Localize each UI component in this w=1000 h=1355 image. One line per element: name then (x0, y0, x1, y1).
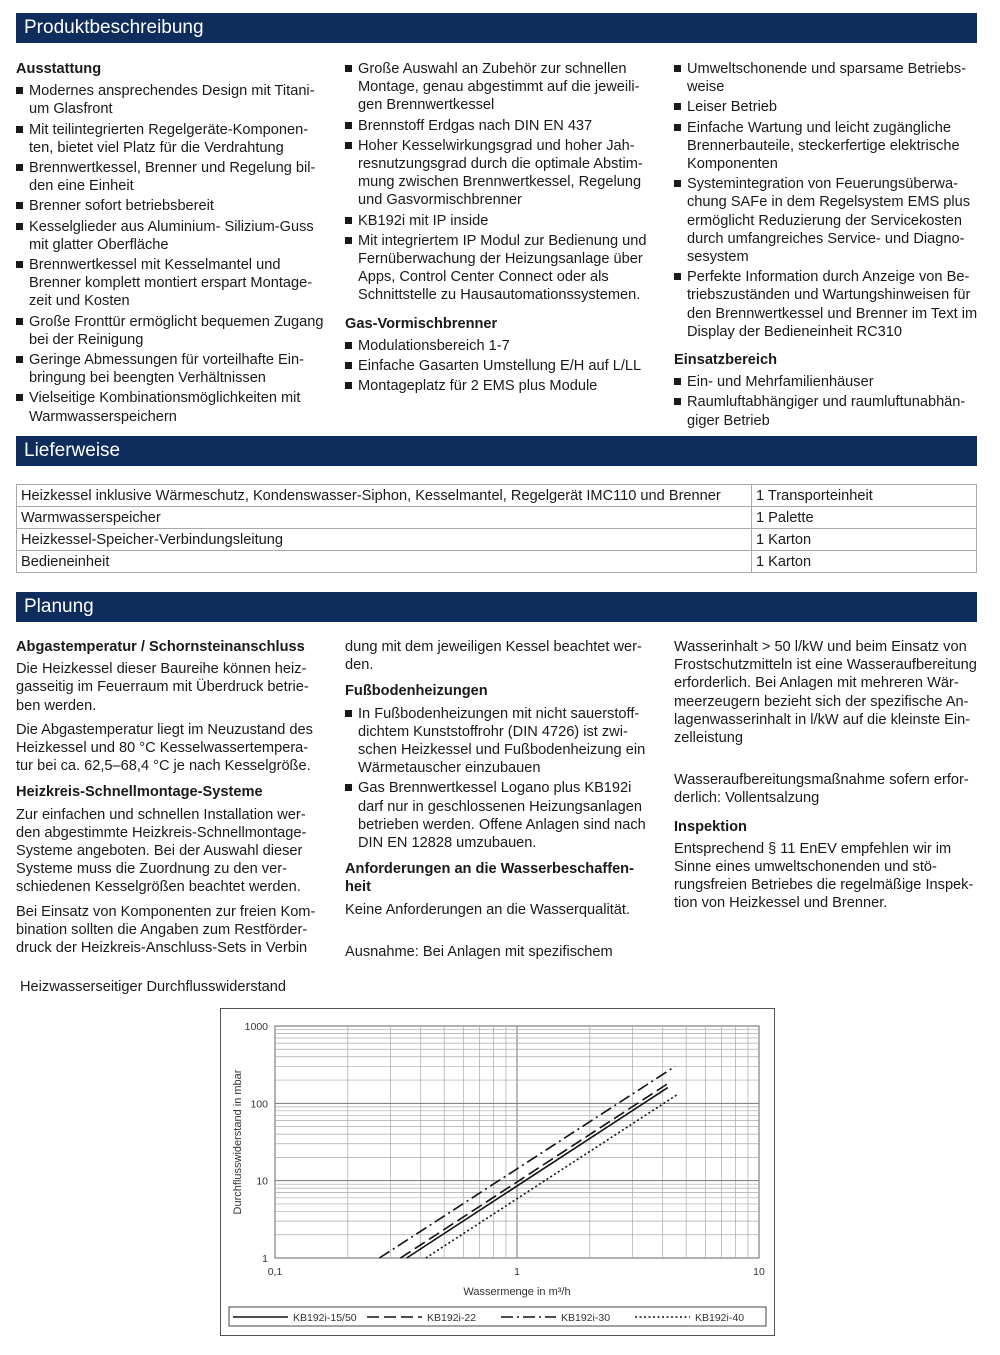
ausstattung-item: Große Auswahl an Zubehör zur schnellen Montage, genau abgestimmt auf die jeweiligen Brennwertkessel (345, 60, 653, 115)
y-tick-label: 1 (262, 1253, 268, 1265)
section-header-planung: Planung (16, 592, 977, 622)
ausstattung-column-2 (345, 60, 653, 403)
ausstattung-item: Hoher Kesselwirkungsgrad und hoher Jahresnutzungsgrad durch die optimale Abstimmung zwischen Brennwertkessel, Regelung und Gasvormischbrenner (345, 137, 653, 210)
wasserbeschaffenheit-paragraph-2: Ausnahme: Bei Anlagen mit spezifischem (345, 943, 613, 960)
ausstattung-item: Mit integriertem IP Modul zur Bedienung und Fernüberwachung der Heizungsanlage über Apps, Control Center Connect oder als Schnittstelle zu Hausautomationssystemen. (345, 232, 653, 305)
series-line-kb192i-15-50 (407, 1088, 668, 1258)
y-tick-label: 100 (250, 1098, 268, 1111)
schnellmontage-heading: Heizkreis-Schnellmontage-Systeme (16, 784, 263, 801)
inspektion-heading: Inspektion (674, 818, 747, 835)
legend-label: KB192i-30 (561, 1312, 611, 1324)
wasseraufbereitung-paragraph-2: Wasseraufbereitungsmaßnahme sofern erforderlich: Vollentsalzung (674, 772, 969, 807)
series-line-kb192i-22 (400, 1084, 667, 1258)
ausstattung-item: Perfekte Information durch Anzeige von Betriebszuständen und Wartungshinweisen für den Brennwertkessel und Brenner im Text im Display der Bedieneinheit RC310 (674, 268, 979, 341)
gas-vormischbrenner-item: Modulationsbereich 1-7 (345, 337, 653, 355)
fussbodenheizung-list (345, 705, 648, 853)
delivery-item-cell: Warmwasserspeicher (17, 507, 752, 529)
table-row (17, 529, 977, 551)
wasseraufbereitung-paragraph-1: Wasserinhalt > 50 l/kW und beim Einsatz von Frostschutzmitteln ist eine Wasseraufbereitung erforderlich. Bei Anlagen mit mehreren Wärmeerzeugern bezieht sich der spezifische Anlagenwasserinhalt in l/kW auf die kleinste Einzelleistung (674, 639, 977, 747)
legend-label: KB192i-22 (427, 1312, 477, 1324)
chart-y-axis-label: Durchflusswiderstand in mbar (232, 1069, 244, 1215)
section-header-produktbeschreibung: Produktbeschreibung (16, 13, 977, 43)
section-header-lieferweise: Lieferweise (16, 436, 977, 466)
x-tick-label: 1 (514, 1266, 520, 1278)
ausstattung-item: Geringe Abmessungen für vorteilhafte Einbringung bei beengten Verhältnissen (16, 351, 324, 387)
planung-column-3 (674, 638, 979, 919)
ausstattung-item: Brennstoff Erdgas nach DIN EN 437 (345, 117, 653, 135)
inspektion-paragraph: Entsprechend § 11 EnEV empfehlen wir im Sinne eines umweltschonenden und störungsfreien Betriebes die regelmäßige Inspektion von Heizkessel und Brenner. (674, 840, 974, 912)
ausstattung-item: Systemintegration von Feuerungsüberwachung SAFe in dem Regelsystem EMS plus ermöglicht Reduzierung der Servicekosten durch umfangreiches Service- und Diagnosesystem (674, 175, 979, 266)
delivery-item-cell: Heizkessel-Speicher-Verbindungsleitung (17, 529, 752, 551)
abgas-heading: Abgastemperatur / Schornsteinanschluss (16, 639, 305, 655)
einsatzbereich-item: Ein- und Mehrfamilienhäuser (674, 373, 979, 391)
ausstattung-item: Leiser Betrieb (674, 98, 979, 116)
flow-resistance-chart (221, 1009, 774, 1335)
ausstattung-list-1 (16, 82, 324, 426)
delivery-unit-cell: 1 Karton (752, 551, 977, 573)
delivery-unit-cell: 1 Transporteinheit (752, 485, 977, 507)
delivery-unit-cell: 1 Palette (752, 507, 977, 529)
y-tick-label: 1000 (244, 1021, 268, 1033)
table-row (17, 485, 977, 507)
gas-vormischbrenner-heading: Gas-Vormischbrenner (345, 315, 498, 332)
ausstattung-item: Brennwertkessel, Brenner und Regelung bilden eine Einheit (16, 159, 324, 195)
chart-x-axis-label: Wassermenge in m³/h (463, 1286, 571, 1298)
y-tick-label: 10 (256, 1175, 268, 1188)
planung-column-1 (16, 638, 319, 963)
einsatzbereich-heading: Einsatzbereich (674, 352, 778, 369)
einsatzbereich-item: Raumluftabhängiger und raumluftunabhängiger Betrieb (674, 393, 979, 429)
ausstattung-column-1 (16, 60, 324, 434)
gas-vormischbrenner-item: Einfache Gasarten Umstellung E/H auf L/LL (345, 357, 653, 375)
ausstattung-column-3 (674, 60, 979, 438)
schnellmontage-continuation: dung mit dem jeweiligen Kessel beachtet werden. (345, 639, 642, 674)
chart-legend (229, 1307, 766, 1326)
ausstattung-item: Vielseitige Kombinationsmöglichkeiten mit Warmwasserspeichern (16, 389, 324, 425)
ausstattung-item: Brennwertkessel mit Kesselmantel und Brenner komplett montiert erspart Montagezeit und Kosten (16, 256, 324, 311)
ausstattung-item: KB192i mit IP inside (345, 212, 653, 230)
legend-label: KB192i-15/50 (293, 1312, 357, 1324)
wasserbeschaffenheit-heading: Anforderungen an die Wasserbeschaffenheit (345, 861, 634, 896)
lieferweise-table (16, 484, 977, 573)
delivery-item-cell: Heizkessel inklusive Wärmeschutz, Kondenswasser-Siphon, Kesselmantel, Regelgerät IMC110 und Brenner (17, 485, 752, 507)
chart-tick-labels (245, 1021, 765, 1278)
wasserbeschaffenheit-paragraph-1: Keine Anforderungen an die Wasserqualität. (345, 901, 631, 918)
table-row (17, 551, 977, 573)
ausstattung-item: Mit teilintegrierten Regelgeräte-Komponenten, bietet viel Platz für die Verdrahtung (16, 121, 324, 157)
ausstattung-item: Umweltschonende und sparsame Betriebsweise (674, 60, 979, 96)
x-tick-label: 0,1 (267, 1266, 283, 1278)
ausstattung-heading: Ausstattung (16, 61, 102, 77)
schnellmontage-paragraph-2: Bei Einsatz von Komponenten zur freien Kombination sollten die Angaben zum Restförderdruck der Heizkreis-Anschluss-Sets in Verbin (16, 903, 316, 957)
fussbodenheizung-item: In Fußbodenheizungen mit nicht sauerstoffdichtem Kunststoffrohr (DIN 4726) ist zwischen Heizkessel und Fußbodenheizung ein Wärmetauscher einzubauen (345, 705, 648, 778)
einsatzbereich-list (674, 373, 979, 430)
abgas-paragraph-2: Die Abgastemperatur liegt im Neuzustand des Heizkessel und 80 °C Kesselwassertemperatur bei ca. 62,5–68,4 °C je nach Kesselgröße. (16, 721, 313, 775)
ausstattung-item: Modernes ansprechendes Design mit Titanium Glasfront (16, 82, 324, 118)
chart-caption: Heizwasserseitiger Durchflusswiderstand (20, 979, 287, 995)
gas-vormischbrenner-item: Montageplatz für 2 EMS plus Module (345, 377, 653, 395)
x-tick-label: 10 (753, 1266, 765, 1278)
abgas-paragraph-1: Die Heizkessel dieser Baureihe können heizgasseitig im Feuerraum mit Überdruck betrieben werden. (16, 661, 309, 714)
ausstattung-item: Brenner sofort betriebsbereit (16, 197, 324, 215)
planung-column-2 (345, 638, 648, 967)
ausstattung-list-2 (345, 60, 653, 305)
chart-grid (275, 1026, 759, 1258)
fussbodenheizung-item: Gas Brennwertkessel Logano plus KB192i darf nur in geschlossenen Heizungsanlagen betrieben werden. Offene Anlagen sind nach DIN EN 12828 umzubauen. (345, 779, 648, 852)
gas-vormischbrenner-list (345, 337, 653, 396)
fussbodenheizung-heading: Fußbodenheizungen (345, 683, 488, 700)
table-row (17, 507, 977, 529)
ausstattung-item: Kesselglieder aus Aluminium- Silizium-Guss mit glatter Oberfläche (16, 218, 324, 254)
schnellmontage-paragraph-1: Zur einfachen und schnellen Installation werden abgestimmte Heizkreis-Schnellmontage-Systeme angeboten. Bei der Auswahl dieser Systeme muss die Zuordnung zu den verschiedenen Kesselgrößen beachtet werden. (16, 806, 307, 896)
legend-label: KB192i-40 (695, 1312, 745, 1324)
delivery-unit-cell: 1 Karton (752, 529, 977, 551)
chart-frame (220, 1008, 775, 1336)
ausstattung-list-3 (674, 60, 979, 341)
ausstattung-item: Einfache Wartung und leicht zugängliche Brennerbauteile, steckerfertige elektrische Komponenten (674, 119, 979, 174)
series-line-kb192i-30 (379, 1066, 675, 1258)
delivery-item-cell: Bedieneinheit (17, 551, 752, 573)
ausstattung-item: Große Fronttür ermöglicht bequemen Zugang bei der Reinigung (16, 313, 324, 349)
